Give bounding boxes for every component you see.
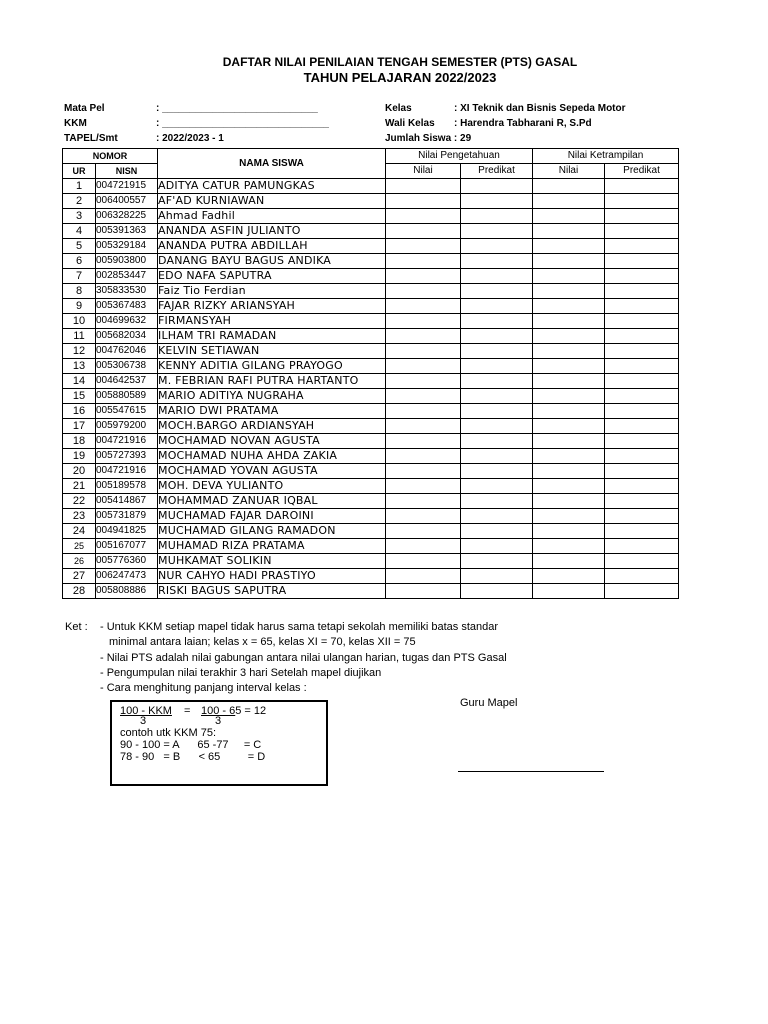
pengetahuan-nilai-cell[interactable] xyxy=(386,464,461,479)
ketrampilan-predikat-cell[interactable] xyxy=(605,419,679,434)
ur-header: UR xyxy=(63,164,96,179)
pengetahuan-nilai-cell[interactable] xyxy=(386,314,461,329)
ketrampilan-predikat-cell[interactable] xyxy=(605,584,679,599)
row-number: 14 xyxy=(63,374,96,389)
nilai-pengetahuan-header: Nilai Pengetahuan xyxy=(386,149,533,164)
row-student-name: KENNY ADITIA GILANG PRAYOGO xyxy=(158,359,386,374)
row-nisn: 004762046 xyxy=(96,344,158,359)
row-student-name: MOCHAMAD NUHA AHDA ZAKIA xyxy=(158,449,386,464)
kkm-value: : ______________________________ xyxy=(156,118,329,129)
pengetahuan-predikat-cell[interactable] xyxy=(461,329,533,344)
tapel-label: TAPEL/Smt xyxy=(64,133,118,144)
ketrampilan-predikat-cell[interactable] xyxy=(605,359,679,374)
note-line: - Nilai PTS adalah nilai gabungan antara nilai ulangan harian, tugas dan PTS Gasal xyxy=(100,652,507,664)
pengetahuan-nilai-cell[interactable] xyxy=(386,299,461,314)
formula-denominator-2: 3 xyxy=(215,715,222,727)
row-nisn: 005903800 xyxy=(96,254,158,269)
row-number: 28 xyxy=(63,584,96,599)
formula-fraction-2: 100 - 65 = 12 xyxy=(201,705,267,717)
table-row xyxy=(63,314,679,329)
table-row xyxy=(63,434,679,449)
table-row xyxy=(63,329,679,344)
pengetahuan-predikat-cell[interactable] xyxy=(461,584,533,599)
mapel-value: : ____________________________ xyxy=(156,103,318,114)
nama-siswa-header: NAMA SISWA xyxy=(158,149,386,179)
row-number: 7 xyxy=(63,269,96,284)
table-row xyxy=(63,539,679,554)
pengetahuan-nilai-cell[interactable] xyxy=(386,584,461,599)
pengetahuan-nilai-cell[interactable] xyxy=(386,374,461,389)
pengetahuan-predikat-cell[interactable] xyxy=(461,494,533,509)
row-nisn: 006328225 xyxy=(96,209,158,224)
row-nisn: 005414867 xyxy=(96,494,158,509)
row-nisn: 005329184 xyxy=(96,239,158,254)
ketrampilan-predikat-cell[interactable] xyxy=(605,524,679,539)
ketrampilan-predikat-cell[interactable] xyxy=(605,374,679,389)
row-number: 17 xyxy=(63,419,96,434)
ketrampilan-nilai-cell[interactable] xyxy=(533,464,605,479)
pengetahuan-predikat-cell[interactable] xyxy=(461,524,533,539)
pengetahuan-nilai-cell[interactable] xyxy=(386,254,461,269)
nisn-header: NISN xyxy=(96,164,158,179)
ketrampilan-nilai-cell[interactable] xyxy=(533,254,605,269)
row-student-name: MUCHAMAD GILANG RAMADON xyxy=(158,524,386,539)
row-student-name: MUHAMAD RIZA PRATAMA xyxy=(158,539,386,554)
pengetahuan-nilai-header: Nilai xyxy=(386,164,461,179)
ketrampilan-nilai-cell[interactable] xyxy=(533,209,605,224)
row-number: 18 xyxy=(63,434,96,449)
row-nisn: 005776360 xyxy=(96,554,158,569)
ketrampilan-predikat-cell[interactable] xyxy=(605,434,679,449)
pengetahuan-predikat-cell[interactable] xyxy=(461,314,533,329)
ketrampilan-nilai-cell[interactable] xyxy=(533,539,605,554)
pengetahuan-nilai-cell[interactable] xyxy=(386,194,461,209)
pengetahuan-predikat-cell[interactable] xyxy=(461,449,533,464)
ketrampilan-predikat-cell[interactable] xyxy=(605,269,679,284)
ketrampilan-nilai-cell[interactable] xyxy=(533,299,605,314)
pengetahuan-predikat-cell[interactable] xyxy=(461,344,533,359)
formula-fraction-1: 100 - KKM xyxy=(120,705,172,717)
ketrampilan-predikat-cell[interactable] xyxy=(605,479,679,494)
row-number: 23 xyxy=(63,509,96,524)
ketrampilan-predikat-cell[interactable] xyxy=(605,299,679,314)
row-number: 19 xyxy=(63,449,96,464)
ketrampilan-predikat-cell[interactable] xyxy=(605,494,679,509)
row-student-name: MARIO ADITIYA NUGRAHA xyxy=(158,389,386,404)
table-row xyxy=(63,554,679,569)
row-number: 16 xyxy=(63,404,96,419)
formula-denominator-1: 3 xyxy=(140,715,147,727)
ketrampilan-nilai-cell[interactable] xyxy=(533,584,605,599)
pengetahuan-nilai-cell[interactable] xyxy=(386,179,461,194)
ketrampilan-predikat-header: Predikat xyxy=(605,164,679,179)
ketrampilan-predikat-cell[interactable] xyxy=(605,314,679,329)
pengetahuan-nilai-cell[interactable] xyxy=(386,434,461,449)
interval-formula-box xyxy=(110,700,328,786)
row-student-name: MOHAMMAD ZANUAR IQBAL xyxy=(158,494,386,509)
pengetahuan-nilai-cell[interactable] xyxy=(386,284,461,299)
ketrampilan-nilai-cell[interactable] xyxy=(533,239,605,254)
signature-line xyxy=(458,771,604,772)
pengetahuan-predikat-cell[interactable] xyxy=(461,509,533,524)
row-nisn: 004721915 xyxy=(96,179,158,194)
note-line: - Pengumpulan nilai terakhir 3 hari Setelah mapel diujikan xyxy=(100,667,382,679)
formula-example-row: 90 - 100 = A 65 -77 = C xyxy=(120,739,262,751)
pengetahuan-predikat-cell[interactable] xyxy=(461,479,533,494)
ketrampilan-predikat-cell[interactable] xyxy=(605,194,679,209)
ketrampilan-nilai-cell[interactable] xyxy=(533,404,605,419)
formula-equals: = xyxy=(184,705,191,717)
row-student-name: EDO NAFA SAPUTRA xyxy=(158,269,386,284)
row-number: 9 xyxy=(63,299,96,314)
ketrampilan-predikat-cell[interactable] xyxy=(605,329,679,344)
ketrampilan-predikat-cell[interactable] xyxy=(605,224,679,239)
table-row xyxy=(63,449,679,464)
ketrampilan-nilai-cell[interactable] xyxy=(533,449,605,464)
row-student-name: ANANDA ASFIN JULIANTO xyxy=(158,224,386,239)
row-student-name: DANANG BAYU BAGUS ANDIKA xyxy=(158,254,386,269)
kelas-value: : XI Teknik dan Bisnis Sepeda Motor xyxy=(454,103,626,114)
row-nisn: 005979200 xyxy=(96,419,158,434)
pengetahuan-nilai-cell[interactable] xyxy=(386,554,461,569)
row-student-name: MUCHAMAD FAJAR DAROINI xyxy=(158,509,386,524)
note-line: - Cara menghitung panjang interval kelas : xyxy=(100,682,307,694)
document-subtitle: TAHUN PELAJARAN 2022/2023 xyxy=(303,70,497,85)
pengetahuan-predikat-cell[interactable] xyxy=(461,569,533,584)
ketrampilan-predikat-cell[interactable] xyxy=(605,209,679,224)
row-number: 2 xyxy=(63,194,96,209)
ketrampilan-predikat-cell[interactable] xyxy=(605,509,679,524)
pengetahuan-predikat-cell[interactable] xyxy=(461,389,533,404)
row-nisn: 005727393 xyxy=(96,449,158,464)
row-nisn: 004699632 xyxy=(96,314,158,329)
table-row xyxy=(63,494,679,509)
pengetahuan-predikat-cell[interactable] xyxy=(461,224,533,239)
ketrampilan-predikat-cell[interactable] xyxy=(605,404,679,419)
ketrampilan-predikat-cell[interactable] xyxy=(605,284,679,299)
row-nisn: 305833530 xyxy=(96,284,158,299)
row-nisn: 005167077 xyxy=(96,539,158,554)
ketrampilan-predikat-cell[interactable] xyxy=(605,464,679,479)
pengetahuan-predikat-cell[interactable] xyxy=(461,539,533,554)
table-row xyxy=(63,509,679,524)
pengetahuan-nilai-cell[interactable] xyxy=(386,449,461,464)
pengetahuan-nilai-cell[interactable] xyxy=(386,419,461,434)
ketrampilan-nilai-cell[interactable] xyxy=(533,494,605,509)
document-title: DAFTAR NILAI PENILAIAN TENGAH SEMESTER (PTS) GASAL xyxy=(222,55,578,69)
row-number: 25 xyxy=(63,539,96,554)
row-nisn: 006247473 xyxy=(96,569,158,584)
mapel-label: Mata Pel xyxy=(64,103,105,114)
row-number: 10 xyxy=(63,314,96,329)
jumlah-siswa: Jumlah Siswa : 29 xyxy=(385,133,472,144)
pengetahuan-nilai-cell[interactable] xyxy=(386,524,461,539)
row-nisn: 006400557 xyxy=(96,194,158,209)
pengetahuan-predikat-cell[interactable] xyxy=(461,434,533,449)
pengetahuan-nilai-cell[interactable] xyxy=(386,389,461,404)
row-number: 13 xyxy=(63,359,96,374)
ketrampilan-predikat-cell[interactable] xyxy=(605,254,679,269)
row-student-name: MOCHAMAD NOVAN AGUSTA xyxy=(158,434,386,449)
ketrampilan-nilai-cell[interactable] xyxy=(533,329,605,344)
row-nisn: 005367483 xyxy=(96,299,158,314)
table-row xyxy=(63,224,679,239)
ketrampilan-nilai-cell[interactable] xyxy=(533,509,605,524)
formula-example-row: 78 - 90 = B < 65 = D xyxy=(120,751,266,763)
row-student-name: ADITYA CATUR PAMUNGKAS xyxy=(158,179,386,194)
pengetahuan-predikat-cell[interactable] xyxy=(461,284,533,299)
row-number: 24 xyxy=(63,524,96,539)
pengetahuan-predikat-cell[interactable] xyxy=(461,404,533,419)
ketrampilan-nilai-cell[interactable] xyxy=(533,419,605,434)
pengetahuan-predikat-cell[interactable] xyxy=(461,554,533,569)
row-student-name: MARIO DWI PRATAMA xyxy=(158,404,386,419)
tapel-value: : 2022/2023 - 1 xyxy=(156,133,224,144)
row-number: 1 xyxy=(63,179,96,194)
pengetahuan-nilai-cell[interactable] xyxy=(386,404,461,419)
ketrampilan-nilai-cell[interactable] xyxy=(533,554,605,569)
row-student-name: NUR CAHYO HADI PRASTIYO xyxy=(158,569,386,584)
row-student-name: MOCHAMAD YOVAN AGUSTA xyxy=(158,464,386,479)
pengetahuan-nilai-cell[interactable] xyxy=(386,224,461,239)
table-row xyxy=(63,479,679,494)
wali-label: Wali Kelas xyxy=(385,118,435,129)
wali-value: : Harendra Tabharani R, S.Pd xyxy=(454,118,592,129)
row-student-name: ILHAM TRI RAMADAN xyxy=(158,329,386,344)
row-nisn: 005306738 xyxy=(96,359,158,374)
row-number: 26 xyxy=(63,554,96,569)
row-number: 22 xyxy=(63,494,96,509)
pengetahuan-predikat-cell[interactable] xyxy=(461,374,533,389)
pengetahuan-nilai-cell[interactable] xyxy=(386,509,461,524)
table-row xyxy=(63,404,679,419)
row-number: 4 xyxy=(63,224,96,239)
pengetahuan-nilai-cell[interactable] xyxy=(386,239,461,254)
table-row xyxy=(63,464,679,479)
row-student-name: MUHKAMAT SOLIKIN xyxy=(158,554,386,569)
pengetahuan-nilai-cell[interactable] xyxy=(386,329,461,344)
pengetahuan-nilai-cell[interactable] xyxy=(386,479,461,494)
ketrampilan-predikat-cell[interactable] xyxy=(605,389,679,404)
row-nisn: 005682034 xyxy=(96,329,158,344)
row-number: 27 xyxy=(63,569,96,584)
ketrampilan-nilai-cell[interactable] xyxy=(533,344,605,359)
pengetahuan-predikat-cell[interactable] xyxy=(461,179,533,194)
row-number: 8 xyxy=(63,284,96,299)
row-student-name: RISKI BAGUS SAPUTRA xyxy=(158,584,386,599)
ketrampilan-nilai-cell[interactable] xyxy=(533,284,605,299)
row-number: 12 xyxy=(63,344,96,359)
table-row xyxy=(63,359,679,374)
row-nisn: 005880589 xyxy=(96,389,158,404)
notes-ket-label: Ket : xyxy=(65,621,88,633)
ketrampilan-predikat-cell[interactable] xyxy=(605,179,679,194)
pengetahuan-predikat-cell[interactable] xyxy=(461,269,533,284)
ketrampilan-predikat-cell[interactable] xyxy=(605,539,679,554)
row-nisn: 004941825 xyxy=(96,524,158,539)
ketrampilan-nilai-cell[interactable] xyxy=(533,194,605,209)
ketrampilan-nilai-cell[interactable] xyxy=(533,524,605,539)
table-row xyxy=(63,209,679,224)
pengetahuan-nilai-cell[interactable] xyxy=(386,569,461,584)
note-line: minimal antara laian; kelas x = 65, kelas XI = 70, kelas XII = 75 xyxy=(109,636,416,648)
table-row xyxy=(63,374,679,389)
ketrampilan-nilai-cell[interactable] xyxy=(533,314,605,329)
row-nisn: 004642537 xyxy=(96,374,158,389)
ketrampilan-nilai-cell[interactable] xyxy=(533,434,605,449)
table-row xyxy=(63,239,679,254)
pengetahuan-nilai-cell[interactable] xyxy=(386,269,461,284)
nomor-header: NOMOR xyxy=(63,149,158,164)
ketrampilan-nilai-header: Nilai xyxy=(533,164,605,179)
row-nisn: 005189578 xyxy=(96,479,158,494)
row-nisn: 004721916 xyxy=(96,434,158,449)
row-nisn: 005808886 xyxy=(96,584,158,599)
ketrampilan-nilai-cell[interactable] xyxy=(533,224,605,239)
table-row xyxy=(63,419,679,434)
row-student-name: AF'AD KURNIAWAN xyxy=(158,194,386,209)
ketrampilan-predikat-cell[interactable] xyxy=(605,449,679,464)
row-student-name: MOH. DEVA YULIANTO xyxy=(158,479,386,494)
pengetahuan-nilai-cell[interactable] xyxy=(386,539,461,554)
row-student-name: ANANDA PUTRA ABDILLAH xyxy=(158,239,386,254)
table-row xyxy=(63,344,679,359)
table-row xyxy=(63,299,679,314)
nilai-ketrampilan-header: Nilai Ketrampilan xyxy=(533,149,679,164)
table-row xyxy=(63,194,679,209)
pengetahuan-predikat-cell[interactable] xyxy=(461,254,533,269)
pengetahuan-predikat-cell[interactable] xyxy=(461,299,533,314)
row-number: 11 xyxy=(63,329,96,344)
ketrampilan-nilai-cell[interactable] xyxy=(533,389,605,404)
pengetahuan-nilai-cell[interactable] xyxy=(386,494,461,509)
row-number: 6 xyxy=(63,254,96,269)
table-row xyxy=(63,269,679,284)
table-row xyxy=(63,584,679,599)
pengetahuan-nilai-cell[interactable] xyxy=(386,359,461,374)
ketrampilan-predikat-cell[interactable] xyxy=(605,554,679,569)
table-row xyxy=(63,179,679,194)
kelas-label: Kelas xyxy=(385,103,412,114)
row-nisn: 005731879 xyxy=(96,509,158,524)
pengetahuan-predikat-cell[interactable] xyxy=(461,194,533,209)
table-row xyxy=(63,254,679,269)
pengetahuan-predikat-cell[interactable] xyxy=(461,239,533,254)
table-row xyxy=(63,389,679,404)
pengetahuan-predikat-cell[interactable] xyxy=(461,359,533,374)
row-number: 20 xyxy=(63,464,96,479)
row-student-name: Faiz Tio Ferdian xyxy=(158,284,386,299)
row-number: 3 xyxy=(63,209,96,224)
ketrampilan-nilai-cell[interactable] xyxy=(533,569,605,584)
grade-table xyxy=(62,148,679,599)
ketrampilan-predikat-cell[interactable] xyxy=(605,239,679,254)
pengetahuan-predikat-cell[interactable] xyxy=(461,419,533,434)
row-number: 5 xyxy=(63,239,96,254)
formula-example-label: contoh utk KKM 75: xyxy=(120,727,216,739)
ketrampilan-predikat-cell[interactable] xyxy=(605,344,679,359)
pengetahuan-predikat-cell[interactable] xyxy=(461,209,533,224)
pengetahuan-nilai-cell[interactable] xyxy=(386,209,461,224)
row-number: 15 xyxy=(63,389,96,404)
row-student-name: FIRMANSYAH xyxy=(158,314,386,329)
row-student-name: MOCH.BARGO ARDIANSYAH xyxy=(158,419,386,434)
row-student-name: KELVIN SETIAWAN xyxy=(158,344,386,359)
row-student-name: Ahmad Fadhil xyxy=(158,209,386,224)
guru-mapel-label: Guru Mapel xyxy=(460,697,518,709)
row-nisn: 005547615 xyxy=(96,404,158,419)
ketrampilan-nilai-cell[interactable] xyxy=(533,269,605,284)
ketrampilan-nilai-cell[interactable] xyxy=(533,359,605,374)
ketrampilan-nilai-cell[interactable] xyxy=(533,374,605,389)
row-nisn: 005391363 xyxy=(96,224,158,239)
table-row xyxy=(63,524,679,539)
pengetahuan-nilai-cell[interactable] xyxy=(386,344,461,359)
kkm-label: KKM xyxy=(64,118,87,129)
pengetahuan-predikat-header: Predikat xyxy=(461,164,533,179)
row-student-name: FAJAR RIZKY ARIANSYAH xyxy=(158,299,386,314)
ketrampilan-nilai-cell[interactable] xyxy=(533,179,605,194)
row-nisn: 004721916 xyxy=(96,464,158,479)
table-row xyxy=(63,284,679,299)
row-student-name: M. FEBRIAN RAFI PUTRA HARTANTO xyxy=(158,374,386,389)
ketrampilan-predikat-cell[interactable] xyxy=(605,569,679,584)
row-number: 21 xyxy=(63,479,96,494)
row-nisn: 002853447 xyxy=(96,269,158,284)
pengetahuan-predikat-cell[interactable] xyxy=(461,464,533,479)
ketrampilan-nilai-cell[interactable] xyxy=(533,479,605,494)
note-line: - Untuk KKM setiap mapel tidak harus sama tetapi sekolah memiliki batas standar xyxy=(100,621,499,633)
table-row xyxy=(63,569,679,584)
